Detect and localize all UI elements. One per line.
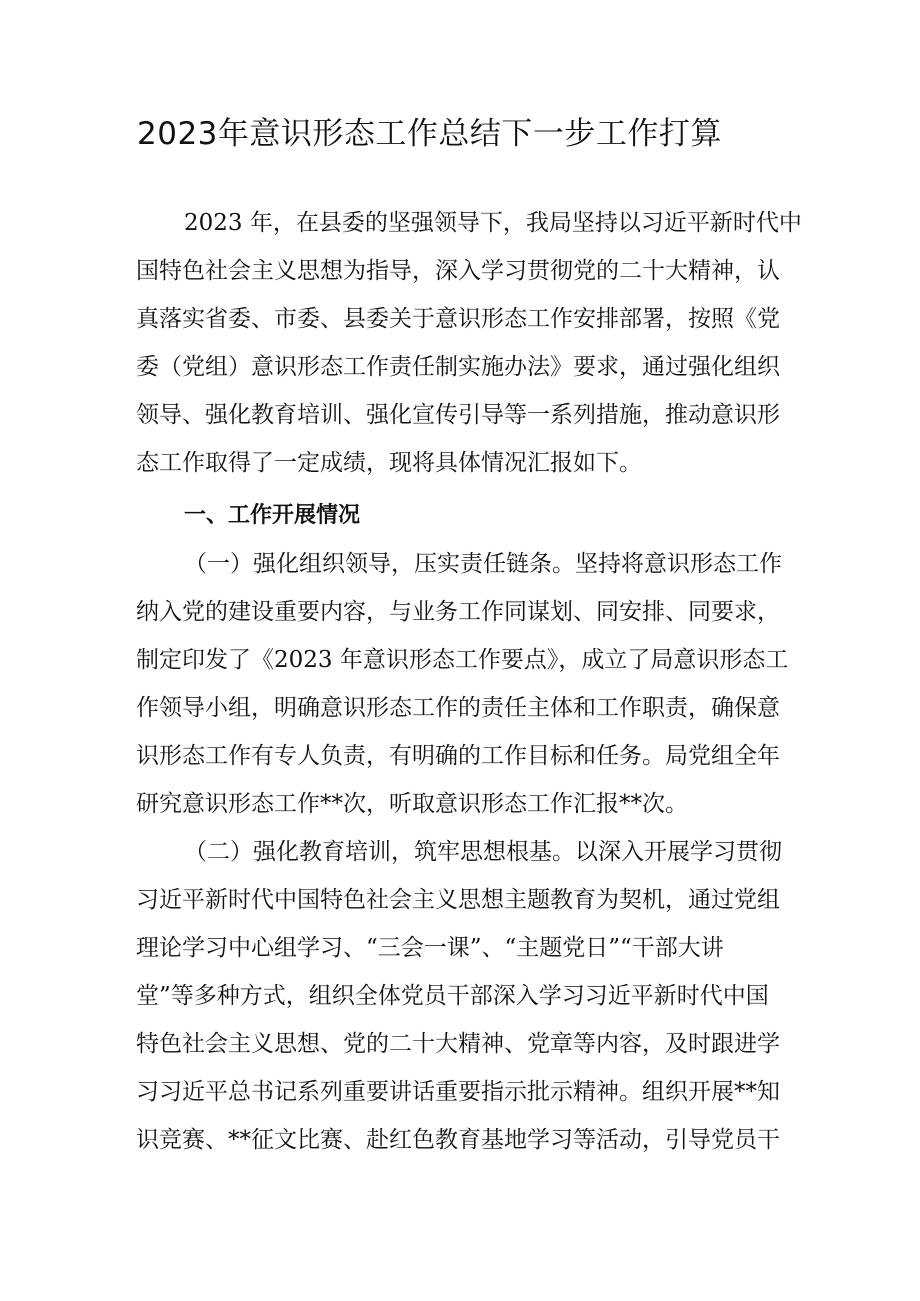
intro-line-4: 委（党组）意识形态工作责任制实施办法》要求，通过强化组织 [136, 354, 780, 380]
section-heading: 一、工作开展情况 [184, 503, 361, 528]
para2-line-7: 识竞赛、**征文比赛、赴红色教育基地学习等活动，引导党员干 [136, 1127, 780, 1153]
para1-line-2: 纳入党的建设重要内容，与业务工作同谋划、同安排、同要求， [136, 599, 780, 625]
intro-line-6: 态工作取得了一定成绩，现将具体情况汇报如下。 [136, 450, 642, 476]
para2-line-6: 习习近平总书记系列重要讲话重要指示批示精神。组织开展**知 [136, 1079, 780, 1105]
para1-line-4: 作领导小组，明确意识形态工作的责任主体和工作职责，确保意 [136, 695, 780, 721]
intro-line-2: 国特色社会主义思想为指导，深入学习贯彻党的二十大精神，认 [136, 258, 780, 284]
para1-line-1: （一）强化组织领导，压实责任链条。坚持将意识形态工作 [184, 551, 782, 577]
intro-line-3: 真落实省委、市委、县委关于意识形态工作安排部署，按照《党 [136, 306, 780, 332]
intro-line-5: 领导、强化教育培训、强化宣传引导等一系列措施，推动意识形 [136, 402, 780, 428]
para2-line-2: 习近平新时代中国特色社会主义思想主题教育为契机，通过党组 [136, 887, 780, 913]
para1-line-6: 研究意识形态工作**次，听取意识形态工作汇报**次。 [136, 791, 688, 817]
para2-line-1: （二）强化教育培训，筑牢思想根基。以深入开展学习贯彻 [184, 839, 782, 865]
para2-line-5: 特色社会主义思想、党的二十大精神、党章等内容，及时跟进学 [136, 1031, 780, 1057]
para1-line-3: 制定印发了《2023 年意识形态工作要点》，成立了局意识形态工 [136, 647, 789, 673]
intro-line-1: 2023 年，在县委的坚强领导下，我局坚持以习近平新时代中 [184, 210, 802, 236]
document-title: 2023年意识形态工作总结下一步工作打算 [137, 116, 722, 152]
para2-line-4: 堂”等多种方式，组织全体党员干部深入学习习近平新时代中国 [136, 983, 769, 1009]
para1-line-5: 识形态工作有专人负责，有明确的工作目标和任务。局党组全年 [136, 743, 780, 769]
para2-line-3: 理论学习中心组学习、“三会一课”、“主题党日”“干部大讲 [136, 935, 724, 961]
